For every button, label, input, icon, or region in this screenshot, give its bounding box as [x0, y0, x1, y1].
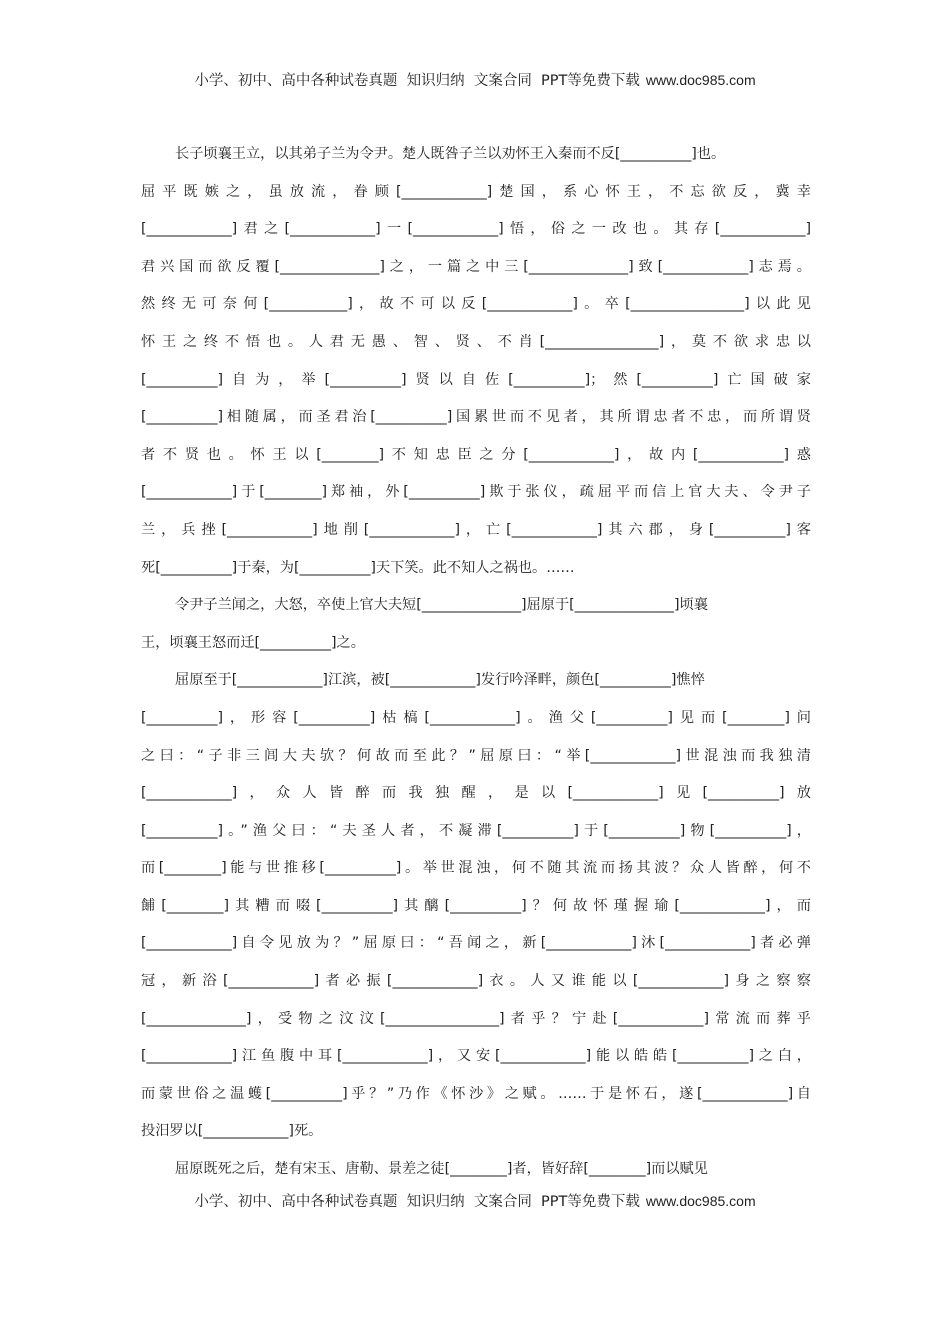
- paragraph-line: [__________]。”渔父曰：“夫圣人者，不凝滞[__________]于[__________]物[__________]，: [141, 822, 811, 839]
- paragraph-line: 王，顷襄王怒而迁[__________]之。: [141, 634, 365, 651]
- page-header: [0, 69, 950, 90]
- paragraph-line: 投汨罗以[____________]死。: [141, 1123, 323, 1140]
- paragraph-line: 屈原既死之后，楚有宋玉、唐勒、景差之徒[________]者，皆好辞[________]而以赋见: [175, 1161, 708, 1178]
- paragraph-line: [__________]相随属，而圣君治[__________]国累世而不见者，其所谓忠者不忠，而所谓贤: [141, 409, 811, 426]
- paragraph-line: 令尹子兰闻之，大怒，卒使上官大夫短[______________]屈原于[______________]顷襄: [175, 597, 708, 614]
- paragraph-line: [______________]，受物之汶汶[________________]者乎？宁赴[____________]常流而葬乎: [141, 1010, 811, 1027]
- page-footer: [0, 1190, 950, 1211]
- header-text: 小学、初中、高中各种试卷真题 知识归纳 文案合同 PPT等免费下载: [194, 73, 640, 89]
- paragraph-line: [____________]君之[____________]一[____________]悟，俗之一改也。其存[____________]: [141, 221, 811, 238]
- paragraph-line: 而蒙世俗之温蠖[__________]乎？”乃作《怀沙》之赋。……于是怀石，遂[____________]自: [141, 1085, 811, 1102]
- footer-text: 小学、初中、高中各种试卷真题 知识归纳 文案合同 PPT等免费下载: [194, 1194, 640, 1210]
- paragraph-line: [____________]，众人皆醉而我独醒，是以[____________]见[__________]放: [141, 785, 811, 802]
- passage: [141, 136, 811, 1189]
- paragraph-line: 之曰：“子非三闾大夫欤？何故而至此？”屈原曰：“举[____________]世混浊而我独清: [141, 747, 811, 764]
- paragraph-line: 兰，兵挫[____________]地削[____________]，亡[____________]其六郡，身[__________]客: [141, 521, 811, 538]
- paragraph-line: 死[__________]于秦，为[__________]天下笑。此不知人之祸也。……: [141, 559, 575, 576]
- paragraph-line: 君兴国而欲反覆[______________]之，一篇之中三[______________]致[____________]志焉。: [141, 258, 811, 275]
- paragraph-line: [__________]自为，举[__________]贤以自佐[__________]；然[__________]亡国破家: [141, 371, 811, 388]
- paragraph-line: 者不贤也。怀王以[________]不知忠臣之分[____________]，故内[____________]惑: [141, 446, 811, 463]
- paragraph-line: 然终无可奈何[___________]，故不可以反[____________]。卒[________________]以此见: [141, 296, 811, 313]
- paragraph-line: [__________]，形容[__________]枯槁[____________]。渔父[__________]见而[________]问: [141, 709, 811, 726]
- footer-url[interactable]: www.doc985.com: [645, 1193, 756, 1209]
- paragraph-line: [____________]自令见放为？”屈原曰：“吾闻之，新[____________]沐[____________]者必弹: [141, 935, 811, 952]
- paragraph-line: 屈原至于[____________]江滨，被[____________]发行吟泽畔，颜色[__________]憔悴: [175, 672, 705, 689]
- paragraph-line: [____________]于[________]郑袖，外[__________]欺于张仪，疏屈平而信上官大夫、令尹子: [141, 484, 811, 501]
- paragraph-line: 而[________]能与世推移[__________]。举世混浊，何不随其流而扬其波？众人皆醉，何不: [141, 860, 811, 877]
- paragraph-line: [____________]江鱼腹中耳[____________]，又安[____________]能以皓皓[__________]之白，: [141, 1048, 811, 1065]
- paragraph-line: 长子顷襄王立，以其弟子兰为令尹。楚人既咎子兰以劝怀王入秦而不反[__________]也。: [175, 146, 726, 162]
- header-url[interactable]: www.doc985.com: [645, 72, 756, 88]
- paragraph-line: 屈平既嫉之，虽放流，眷顾[____________]楚国，系心怀王，不忘欲反，冀幸: [141, 183, 811, 200]
- paragraph-line: 冠，新浴[____________]者必振[____________]衣。人又谁能以[____________]身之察察: [141, 973, 811, 990]
- paragraph-line: 餔[________]其糟而啜[__________]其醨[__________]？何故怀瑾握瑜[____________]，而: [141, 897, 811, 914]
- paragraph-line: 怀王之终不悟也。人君无愚、智、贤、不肖[________________]，莫不欲求忠以: [141, 333, 811, 350]
